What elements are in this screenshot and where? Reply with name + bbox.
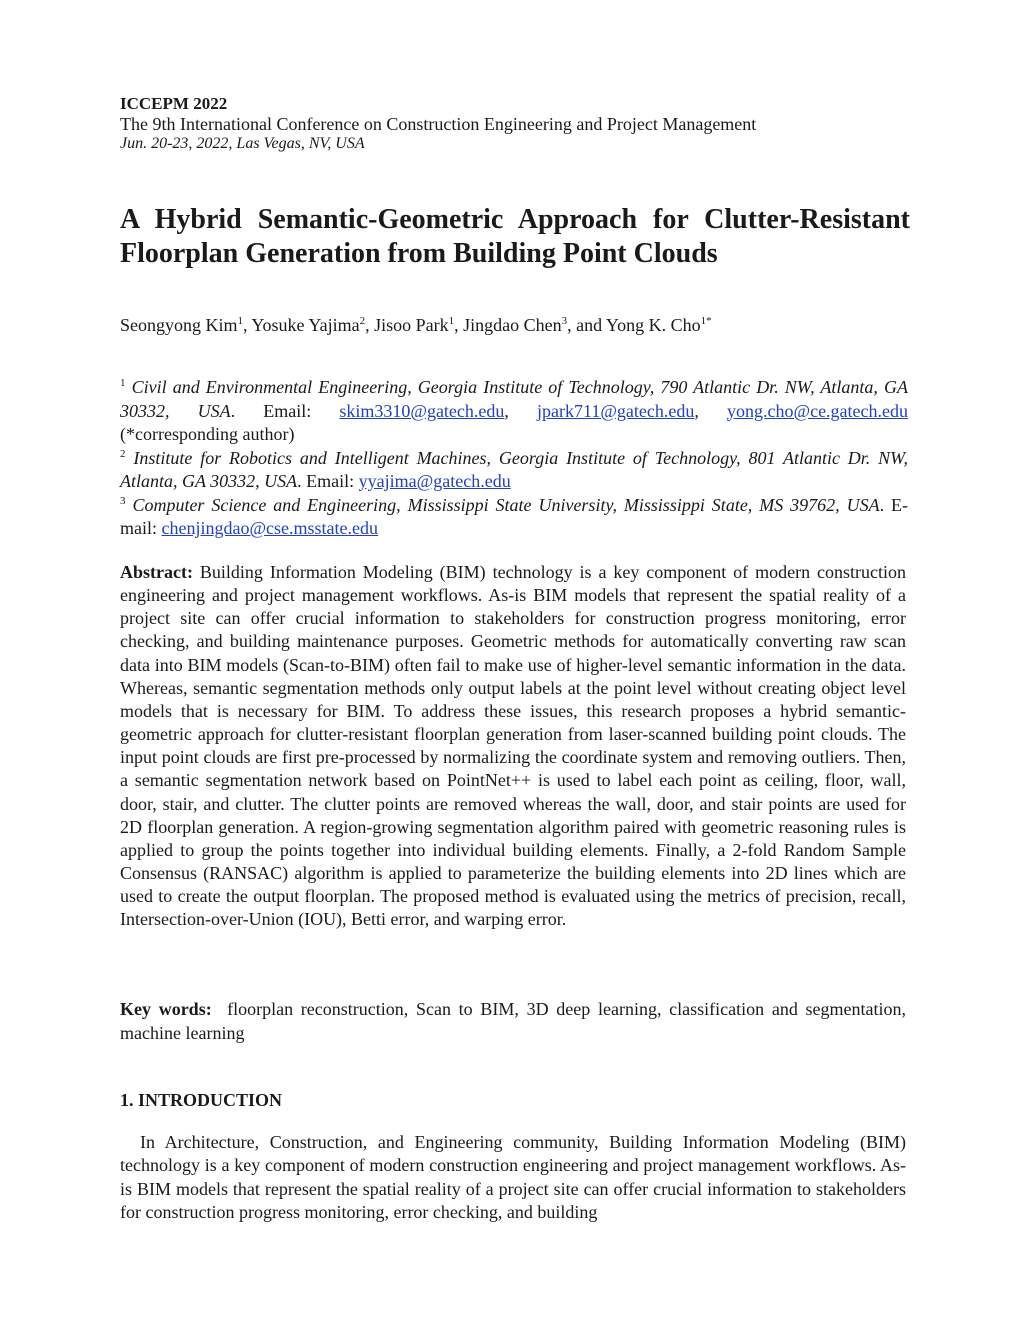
affiliation-number: 3 (120, 494, 126, 507)
author-affil-mark: 1 (237, 315, 244, 327)
author-name: Yosuke Yajima (251, 315, 360, 335)
email-label: . Email: (297, 471, 359, 491)
author-separator: , (243, 315, 252, 335)
author-affil-mark: 2 (359, 315, 366, 327)
corresponding-author-note: (*corresponding author) (120, 424, 295, 444)
affiliation-institution: Institute for Robotics and Intelligent Machines, Georgia Institute of Technology, 801 Atlantic Dr. NW, Atlanta, GA 30332, USA (120, 447, 909, 491)
email-link[interactable]: jpark711@gatech.edu (537, 400, 695, 421)
author-affil-mark: 1* (700, 315, 712, 327)
author-separator: , (365, 315, 375, 335)
affiliation-number: 2 (120, 447, 126, 460)
conference-full-name: The 9th International Conference on Construction Engineering and Project Management (120, 114, 757, 134)
author-list (120, 313, 906, 337)
affiliation-2 (120, 447, 908, 494)
email-link[interactable]: chenjingdao@cse.msstate.edu (161, 518, 379, 538)
affiliation-3 (120, 494, 908, 541)
author-name: Jingdao Chen (463, 315, 562, 335)
author-separator: , (454, 315, 464, 335)
paper-title: A Hybrid Semantic-Geometric Approach for Clutter-Resistant Floorplan Generation from Building Point Clouds (120, 204, 910, 269)
email-link[interactable]: yyajima@gatech.edu (358, 471, 511, 491)
affiliation-institution: Civil and Environmental Engineering, Georgia Institute of Technology, 790 Atlantic Dr. NW, Atlanta, GA 30332, USA (120, 377, 909, 421)
introduction-paragraph: In Architecture, Construction, and Engineering community, Building Information Modeling (BIM) technology is a key component of modern construction engineering and project management workflows. As-is BIM models that represent the spatial reality of a project site can offer crucial information to stakeholders for construction progress monitoring, error checking, and building (120, 1132, 906, 1222)
keywords-text: floorplan reconstruction, Scan to BIM, 3D deep learning, classification and segmentation, machine learning (120, 999, 907, 1043)
affiliations (120, 376, 908, 541)
email-label: . Email: (230, 400, 340, 421)
affiliation-institution: Computer Science and Engineering, Mississippi State University, Mississippi State, MS 39762, USA (132, 494, 880, 515)
author-name: Yong K. Cho (605, 315, 701, 335)
email-label: . E-mail: (120, 494, 908, 538)
email-link[interactable]: skim3310@gatech.edu (339, 400, 505, 421)
abstract-label: Abstract: (120, 562, 193, 582)
author-name: Seongyong Kim (120, 315, 238, 335)
affiliation-number: 1 (120, 377, 126, 389)
author-affil-mark: 3 (561, 315, 568, 327)
author-name: Jisoo Park (374, 315, 449, 335)
abstract (120, 561, 906, 932)
conference-name: ICCEPM 2022 (120, 94, 228, 113)
section-heading: 1. INTRODUCTION (120, 1090, 283, 1110)
affiliation-1: $^1$ Civil and Environmental Engineering, Georgia Institute of Technology, 790 Atlantic Dr. NW, Atlanta, GA 30332, USA. Email: skim3310@gatech.edu, jpark711@gatech.edu, yong.cho@ce.gatech.edu (*corresponding author) (120, 377, 909, 444)
conference-date-location: Jun. 20-23, 2022, Las Vegas, NV, USA (120, 135, 365, 152)
keywords (120, 998, 906, 1045)
author-affil-mark: 1 (448, 315, 455, 327)
keywords-label: Key words: (120, 999, 212, 1019)
author-separator: , and (567, 315, 606, 335)
email-link[interactable]: yong.cho@ce.gatech.edu (727, 400, 909, 421)
abstract-text: Building Information Modeling (BIM) technology is a key component of modern construction engineering and project management workflows. As-is BIM models that represent the spatial reality of a project site can offer crucial information to stakeholders for construction progress monitoring, error checking, and building maintenance purposes. Geometric methods for automatically converting raw scan data into BIM models (Scan-to-BIM) often fail to make use of higher-level semantic information in the data. Whereas, semantic segmentation methods only output labels at the point level without creating object level models that is necessary for BIM. To address these issues, this research proposes a hybrid semantic-geometric approach for clutter-resistant floorplan generation from laser-scanned building point clouds. The input point clouds are first pre-processed by normalizing the coordinate system and removing outliers. Then, a semantic segmentation network based on PointNet++ is used to label each point as ceiling, floor, wall, door, stair, and clutter. The clutter points are removed whereas the wall, door, and stair points are used for 2D floorplan generation. A region-growing segmentation algorithm paired with geometric reasoning rules is applied to group the points together into individual building elements. Finally, a 2-fold Random Sample Consensus (RANSAC) algorithm is applied to parameterize the building elements into 2D lines which are used to create the output floorplan. The proposed method is evaluated using the metrics of precision, recall, Intersection-over-Union (IOU), Betti error, and warping error. (120, 562, 906, 930)
conference-header (120, 94, 906, 154)
